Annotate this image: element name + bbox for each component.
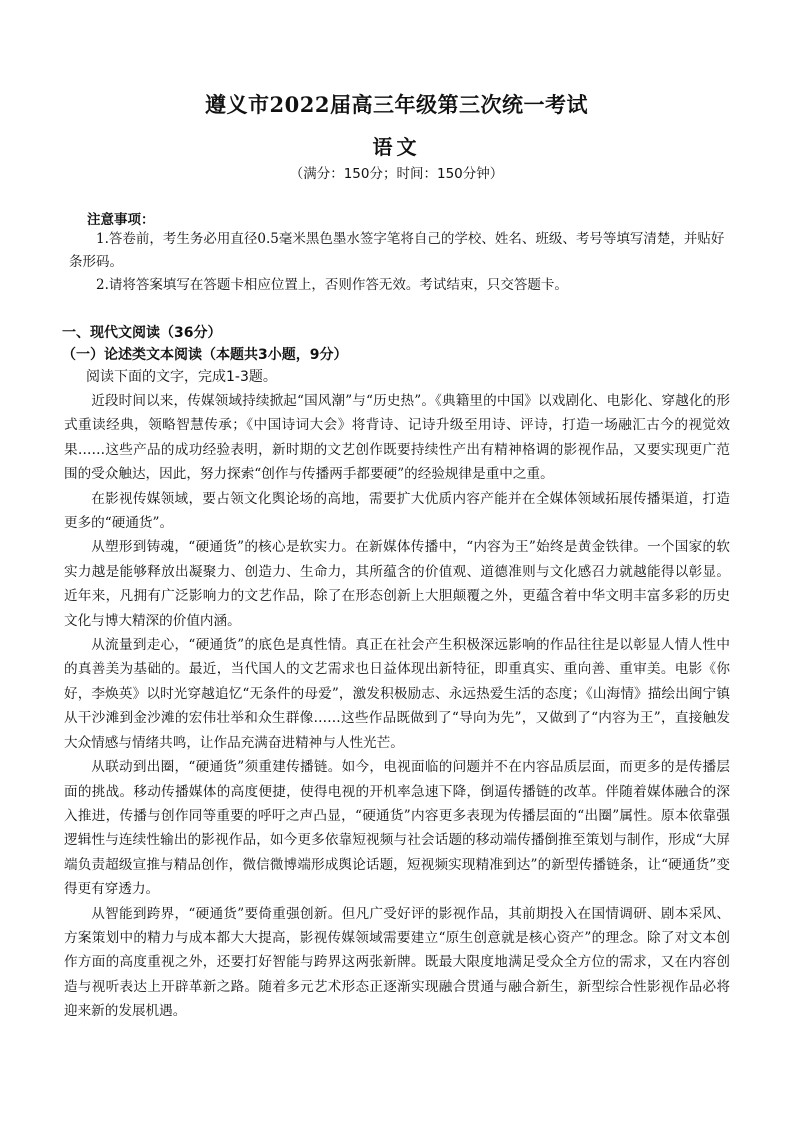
subsection-heading: （一）论述类文本阅读（本题共3小题，9分） <box>62 347 348 363</box>
section-heading: 一、现代文阅读（36分） <box>62 325 222 341</box>
passage-paragraph: 在影视传媒领域，要占领文化舆论场的高地，需要扩大优质内容产能并在全媒体领域拓展传播渠道，打造更多的“硬通货”。 <box>64 490 730 532</box>
passage-paragraph: 从流量到走心，“硬通货”的底色是真性情。真正在社会产生积极深远影响的作品往往是以彰显人情人性中的真善美为基础的。最近，当代国人的文艺需求也日益体现出新特征，即重真实、重向善、重审美。电影《你好，李焕英》以时光穿越追忆“无条件的母爱”，激发积极励志、永远热爱生活的态度；《山海情》描绘出闽宁镇从干沙滩到金沙滩的宏伟壮举和众生群像……这些作品既做到了“导向为先”，又做到了“内容为王”，直接触发大众情感与情绪共鸣，让作品充满奋进精神与人性光芒。 <box>64 637 730 751</box>
reading-instruction: 阅读下面的文字，完成1-3题。 <box>86 369 277 385</box>
passage-paragraph: 从塑形到铸魂，“硬通货”的核心是软实力。在新媒体传播中，“内容为王”始终是黄金铁律。一个国家的软实力越是能够释放出凝聚力、创造力、生命力，其所蕴含的价值观、道德准则与文化感召力就越能得以彰显。近年来，凡拥有广泛影响力的文艺作品，除了在形态创新上大胆颠覆之外，更蕴含着中华文明丰富多彩的历史文化与博大精深的价值内涵。 <box>64 539 730 629</box>
passage-paragraph: 近段时间以来，传媒领域持续掀起“国风潮”与“历史热”。《典籍里的中国》以戏剧化、电影化、穿越化的形式重读经典，领略智慧传承；《中国诗词大会》将背诗、记诗升级至用诗、评诗，打造一场融汇古今的视觉效果……这些产品的成功经验表明，新时期的文艺创作既要持续性产出有精神格调的影视作品，又要实现更广范围的受众触达，因此，努力探索“创作与传播两手都要硬”的经验规律是重中之重。 <box>64 393 730 483</box>
note-item-2: 2.请将答案填写在答题卡相应位置上，否则作答无效。考试结束，只交答题卡。 <box>96 277 568 293</box>
note-item-1: 1.答卷前，考生务必用直径0.5毫米黑色墨水签字笔将自己的学校、姓名、班级、考号等填写清楚，并贴好条形码。 <box>69 231 725 270</box>
subject-title: 语文 <box>372 135 421 159</box>
score-time-info: （满分：150分；时间：150分钟） <box>289 166 504 182</box>
passage-paragraph: 从智能到跨界，“硬通货”要倚重强创新。但凡广受好评的影视作品，其前期投入在国情调研、剧本采风、方案策划中的精力与成本都大大提高，影视传媒领域需要建立“原生创意就是核心资产”的理念。除了对文本创作方面的高度重视之外，还要打好智能与跨界这两张新牌。既最大限度地满足受众全方位的需求，又在内容创造与视听表达上开辟革新之路。随着多元艺术形态正逐渐实现融合贯通与融合新生，新型综合性影视作品必将迎来新的发展机遇。 <box>64 905 730 1020</box>
exam-title: 遵义市2022届高三年级第三次统一考试 <box>205 92 588 117</box>
notes-heading: 注意事项： <box>87 212 155 228</box>
passage-paragraph: 从联动到出圈，“硬通货”须重建传播链。如今，电视面临的问题并不在内容品质层面，而更多的是传播层面的挑战。移动传播媒体的高度便捷，使得电视的开机率急速下降，倒逼传播链的改革。伴随着媒体融合的深入推进，传播与创作同等重要的呼吁之声凸显，“硬通货”内容更多表现为传播层面的“出圈”属性。原本依靠强逻辑性与连续性输出的影视作品，如今更多依靠短视频与社会话题的移动端传播倒推至策划与制作，形成“大屏端负责超级宣推与精品创作，微信微博端形成舆论话题，短视频实现精准到达”的新型传播链条，让“硬通货”变得更有穿透力。 <box>64 759 730 898</box>
reading-passage <box>64 389 730 1024</box>
